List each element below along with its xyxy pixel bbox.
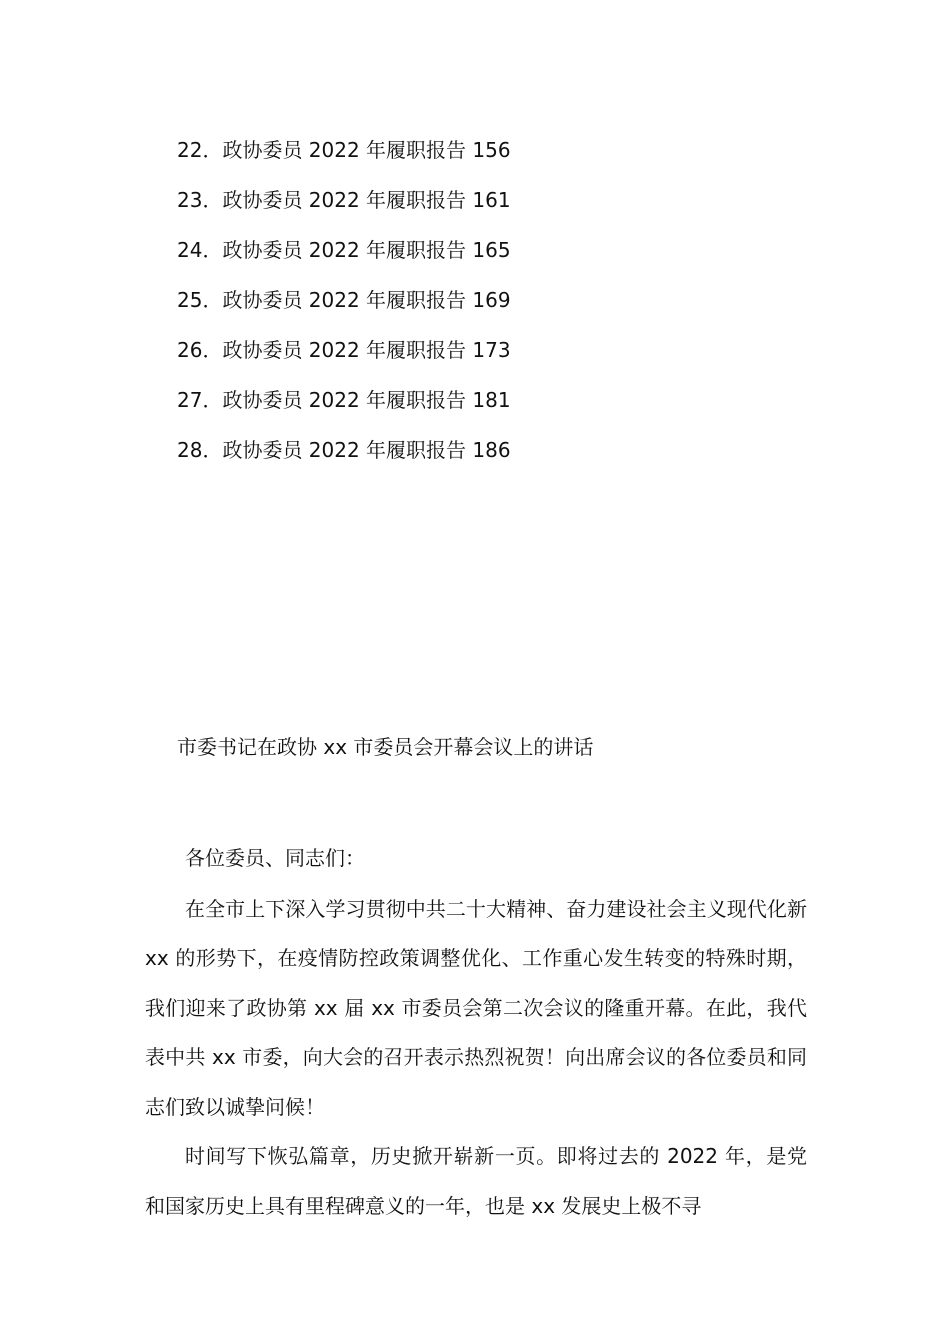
article-body (145, 834, 807, 1231)
article-title: 市委书记在政协 xx 市委员会开幕会议上的讲话 (177, 735, 594, 759)
toc-item: 24．政协委员 2022 年履职报告 165 (177, 238, 511, 262)
toc-item: 23．政协委员 2022 年履职报告 161 (177, 188, 511, 212)
toc-item: 28．政协委员 2022 年履职报告 186 (177, 438, 511, 462)
toc-item: 25．政协委员 2022 年履职报告 169 (177, 288, 511, 312)
toc-item: 22．政协委员 2022 年履职报告 156 (177, 138, 511, 162)
salutation: 各位委员、同志们： (185, 846, 365, 870)
toc-item: 26．政协委员 2022 年履职报告 173 (177, 338, 511, 362)
body-paragraph: 在全市上下深入学习贯彻中共二十大精神、奋力建设社会主义现代化新 xx 的形势下，在疫情防控政策调整优化、工作重心发生转变的特殊时期，我们迎来了政协第 xx 届 xx 市委员会第二次会议的隆重开幕。在此，我代表中共 xx 市委，向大会的召开表示热烈祝贺！向出席会议的各位委员和同志们致以诚挚问候！ (145, 896, 807, 1119)
table-of-contents (177, 136, 511, 486)
toc-item: 27．政协委员 2022 年履职报告 181 (177, 388, 511, 412)
body-paragraph: 时间写下恢弘篇章，历史掀开崭新一页。即将过去的 2022 年，是党和国家历史上具有里程碑意义的一年，也是 xx 发展史上极不寻 (145, 1144, 807, 1218)
